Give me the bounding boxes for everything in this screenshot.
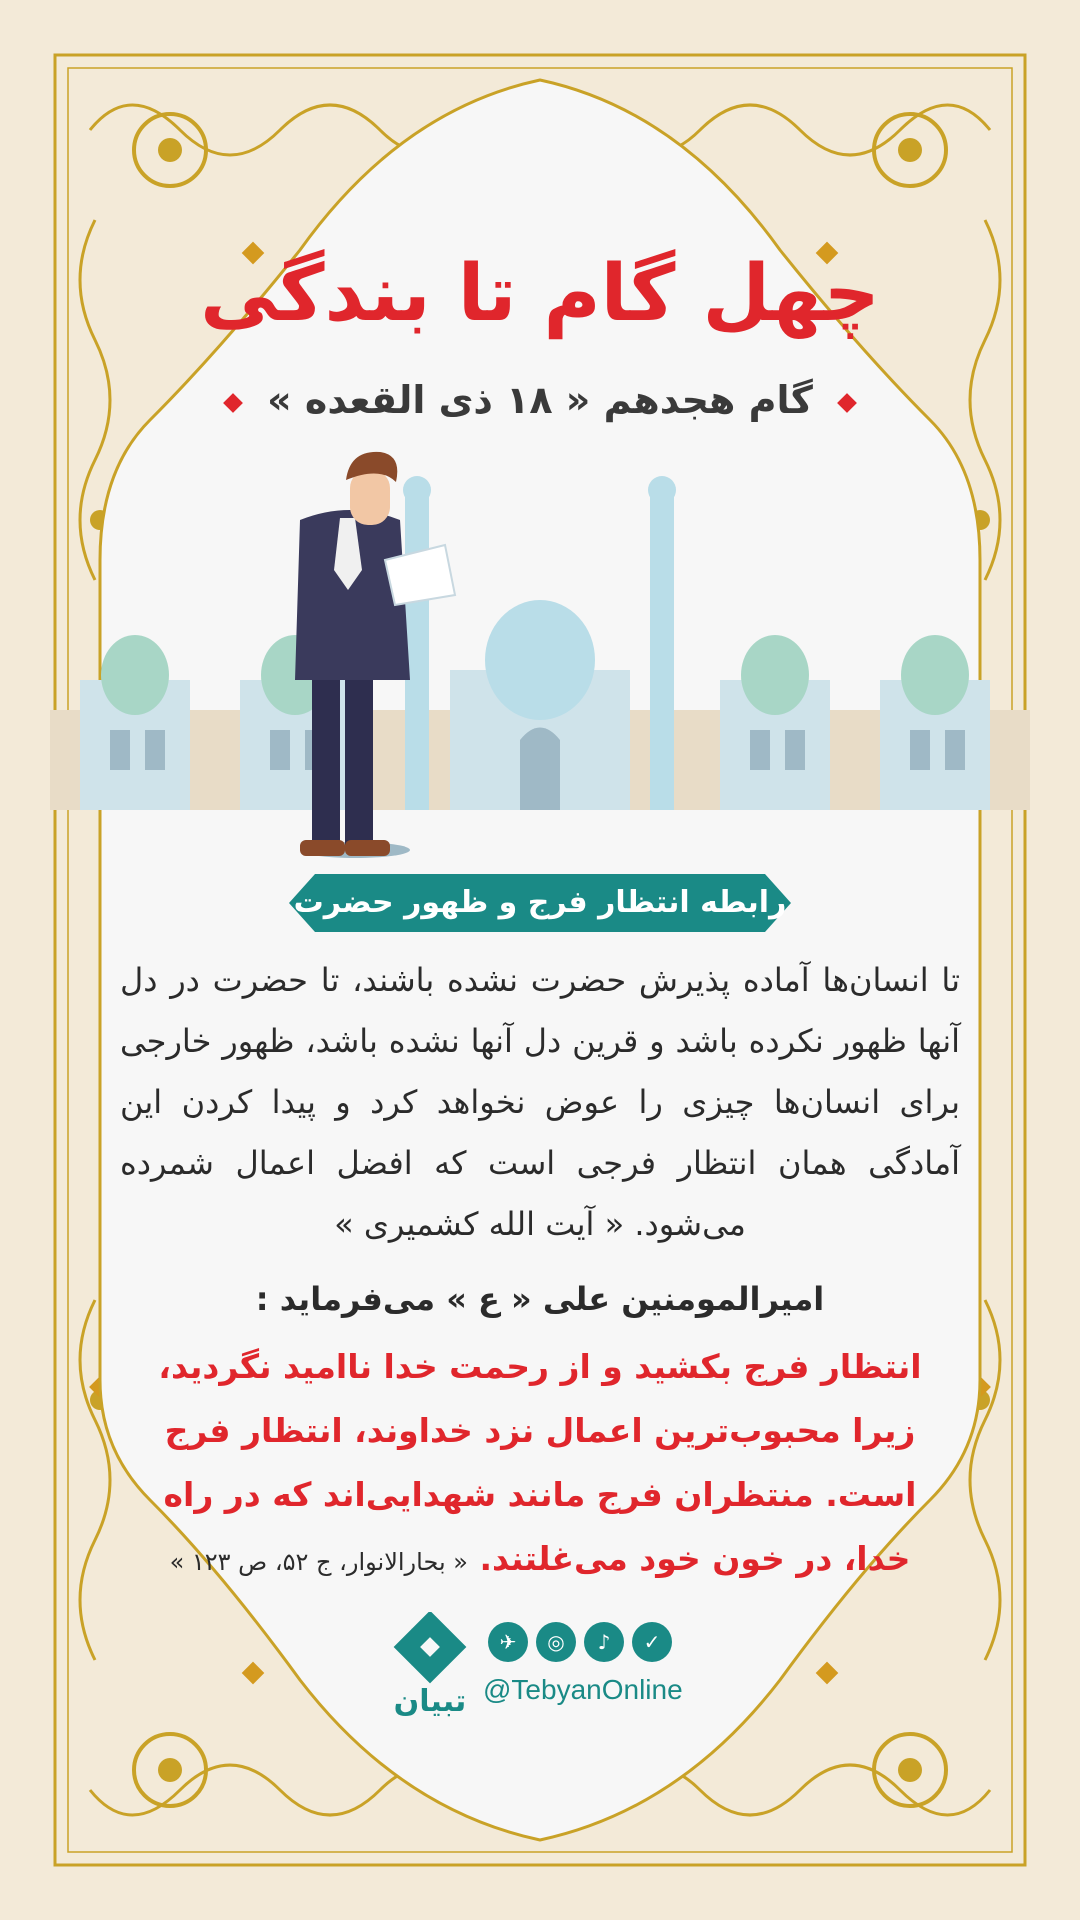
- twitter-icon[interactable]: ♪: [584, 1622, 624, 1662]
- diamond-icon: [223, 393, 243, 413]
- brand-name: تبیان: [393, 1684, 467, 1719]
- social-icons: [488, 1622, 672, 1662]
- step-label: گام هجدهم: [603, 378, 813, 422]
- diamond-icon: [837, 393, 857, 413]
- subtitle: [0, 378, 1080, 422]
- quote-intro: امیرالمومنین علی « ع » می‌فرماید :: [255, 1280, 825, 1318]
- verified-icon[interactable]: ✓: [632, 1622, 672, 1662]
- paragraph-text: تا انسان‌ها آماده پذیرش حضرت نشده باشند، تا حضرت در دل آنها ظهور نکرده باشد و قرین دل آنها نشده باشد، ظهور خارجی برای انسان‌ها چیزی را عوض نخواهد کرد و پیدا کردن این آمادگی همان انتظار فرجی است که افضل اعمال شمرده می‌شود. « آیت الله کشمیری »: [120, 961, 960, 1243]
- page-title: چهل گام تا بندگی: [200, 249, 880, 339]
- mosque-illustration: [50, 430, 1030, 860]
- instagram-icon[interactable]: ◎: [536, 1622, 576, 1662]
- hadith-quote: [140, 1335, 940, 1594]
- footer: [0, 1612, 1080, 1722]
- section-heading: رابطه انتظار فرج و ظهور حضرت: [293, 885, 787, 920]
- quote-source: « بحارالانوار، ج ۵۲، ص ۱۲۳ »: [169, 1548, 468, 1576]
- telegram-icon[interactable]: ✈: [488, 1622, 528, 1662]
- social-handle[interactable]: @TebyanOnline: [483, 1674, 683, 1705]
- body-paragraph: [120, 950, 960, 1255]
- quote-text: انتظار فرج بکشید و از رحمت خدا ناامید نگردید، زیرا محبوب‌ترین اعمال نزد خداوند، انتظار فرج است. منتظران فرج مانند شهدایی‌اند که در راه خدا، در خون خود می‌غلتند.: [158, 1347, 922, 1578]
- date-label: « ۱۸ ذی القعده »: [267, 378, 591, 422]
